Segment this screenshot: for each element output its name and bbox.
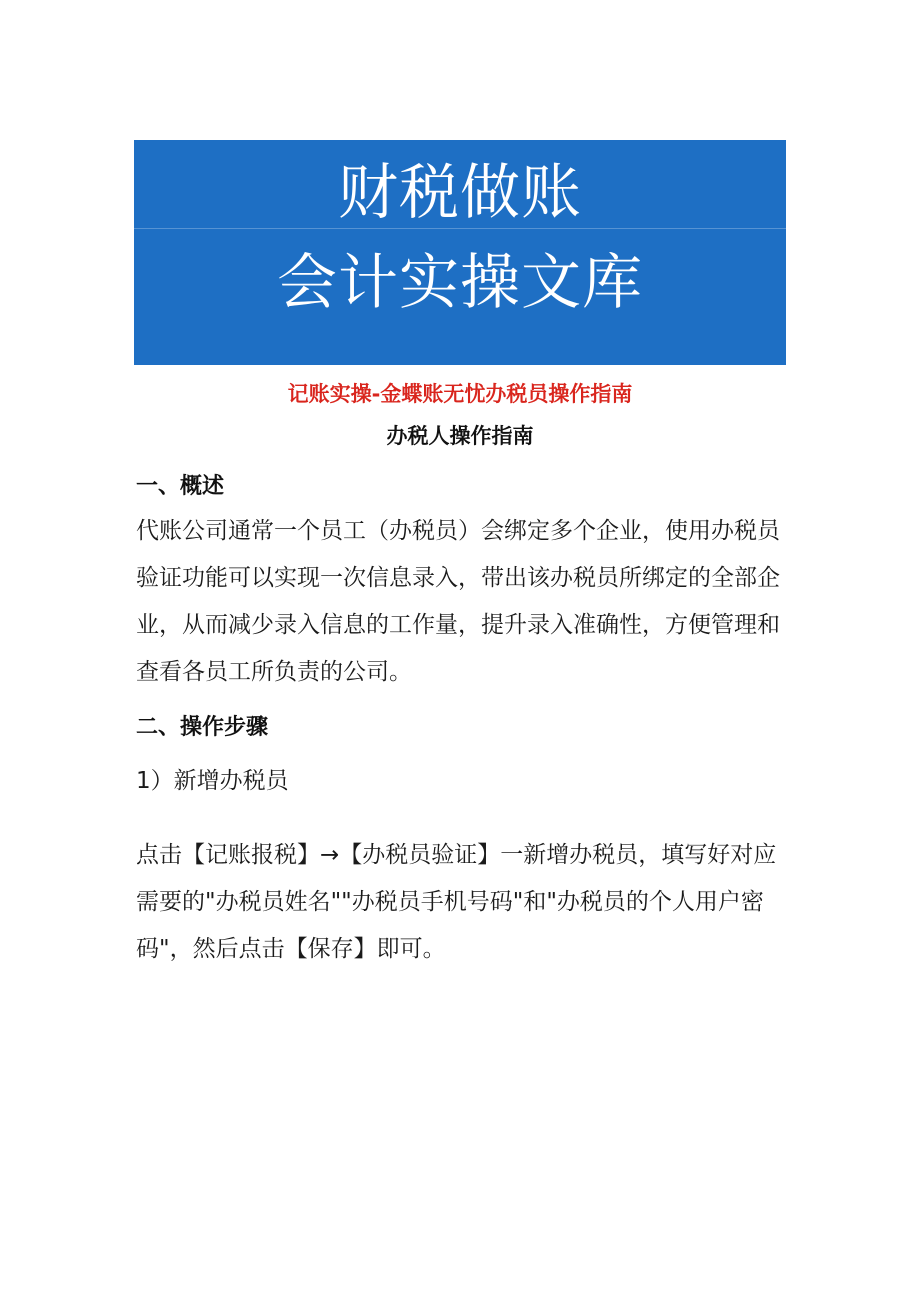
banner-title-line2: 会计实操文库: [277, 248, 643, 318]
document-title: 记账实操-金蝶账无忧办税员操作指南: [287, 382, 633, 406]
step-1-title: 1）新增办税员: [136, 768, 289, 794]
banner-title-line1: 财税做账: [338, 158, 582, 228]
document-subtitle: 办税人操作指南: [386, 424, 534, 448]
step-1-paragraph: 点击【记账报税】→【办税员验证】一新增办税员，填写好对应需要的"办税员姓名""办税员手机号码"和"办税员的个人用户密码"，然后点击【保存】即可。: [136, 842, 777, 962]
overview-paragraph: 代账公司通常一个员工（办税员）会绑定多个企业，使用办税员验证功能可以实现一次信息录入，带出该办税员所绑定的全部企业，从而减少录入信息的工作量，提升录入准确性，方便管理和查看各员工所负责的公司。: [136, 518, 780, 685]
banner-divider: [134, 228, 786, 229]
section-heading-steps: 二、操作步骤: [136, 715, 269, 740]
section-heading-overview: 一、概述: [136, 474, 225, 499]
